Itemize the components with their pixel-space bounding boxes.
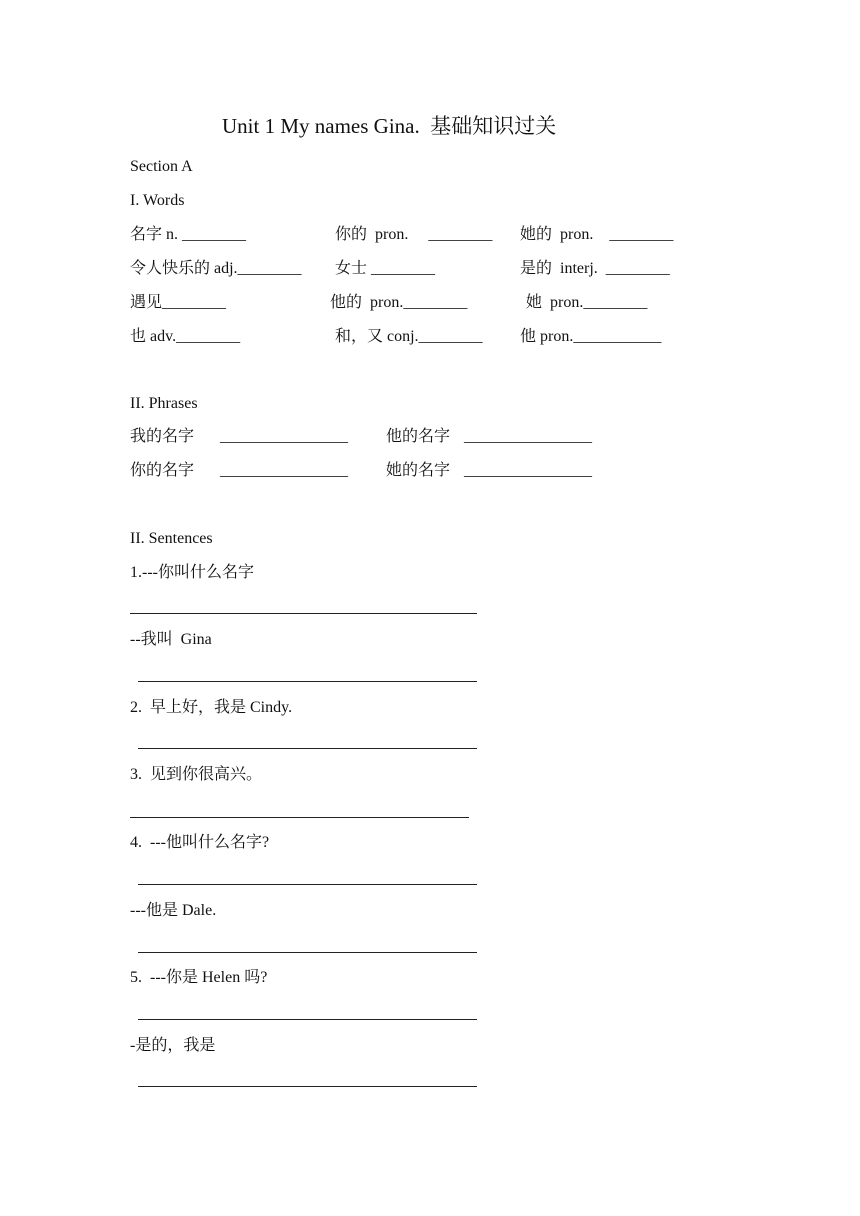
sentence-prompt: 3. 见到你很高兴。 (130, 766, 263, 783)
phrase-answer-blank: ________________ (464, 462, 592, 479)
answer-line (138, 884, 477, 885)
word-item: 他的 pron.________ (330, 294, 468, 311)
sentences-heading: II. Sentences (130, 530, 213, 547)
phrase-label: 她的名字 (386, 462, 451, 479)
phrase-label: 我的名字 (130, 428, 195, 445)
word-item: 遇见________ (130, 294, 227, 311)
word-item: 她 pron.________ (526, 294, 648, 311)
answer-line (138, 1019, 477, 1020)
word-item: 女士 ________ (335, 260, 436, 277)
answer-line (130, 817, 469, 818)
sentence-prompt: 2. 早上好，我是 Cindy. (130, 699, 293, 716)
words-heading: I. Words (130, 192, 185, 209)
sentence-prompt: -是的，我是 (130, 1037, 216, 1054)
page-title: Unit 1 My names Gina. 基础知识过关 (222, 114, 557, 138)
sentence-prompt: 4. ---他叫什么名字? (130, 834, 270, 851)
section-label: Section A (130, 158, 193, 175)
word-item: 她的 pron. ________ (520, 226, 674, 243)
sentence-prompt: --我叫 Gina (130, 631, 212, 648)
phrase-label: 你的名字 (130, 462, 195, 479)
sentence-prompt: ---他是 Dale. (130, 902, 217, 919)
word-item: 也 adv.________ (130, 328, 241, 345)
word-item: 你的 pron. ________ (335, 226, 493, 243)
phrase-answer-blank: ________________ (220, 428, 348, 445)
word-item: 令人快乐的 adj.________ (130, 260, 302, 277)
phrase-answer-blank: ________________ (220, 462, 348, 479)
word-item: 名字 n. ________ (130, 226, 247, 243)
word-item: 他 pron.___________ (520, 328, 662, 345)
sentence-prompt: 5. ---你是 Helen 吗? (130, 969, 268, 986)
answer-line (138, 681, 477, 682)
word-item: 是的 interj. ________ (520, 260, 670, 277)
phrases-heading: II. Phrases (130, 395, 198, 412)
answer-line (138, 1086, 477, 1087)
phrase-answer-blank: ________________ (464, 428, 592, 445)
phrase-label: 他的名字 (386, 428, 451, 445)
word-item: 和，又 conj.________ (335, 328, 483, 345)
answer-line (138, 748, 477, 749)
answer-line (130, 613, 477, 614)
sentence-prompt: 1.---你叫什么名字 (130, 564, 254, 581)
answer-line (138, 952, 477, 953)
